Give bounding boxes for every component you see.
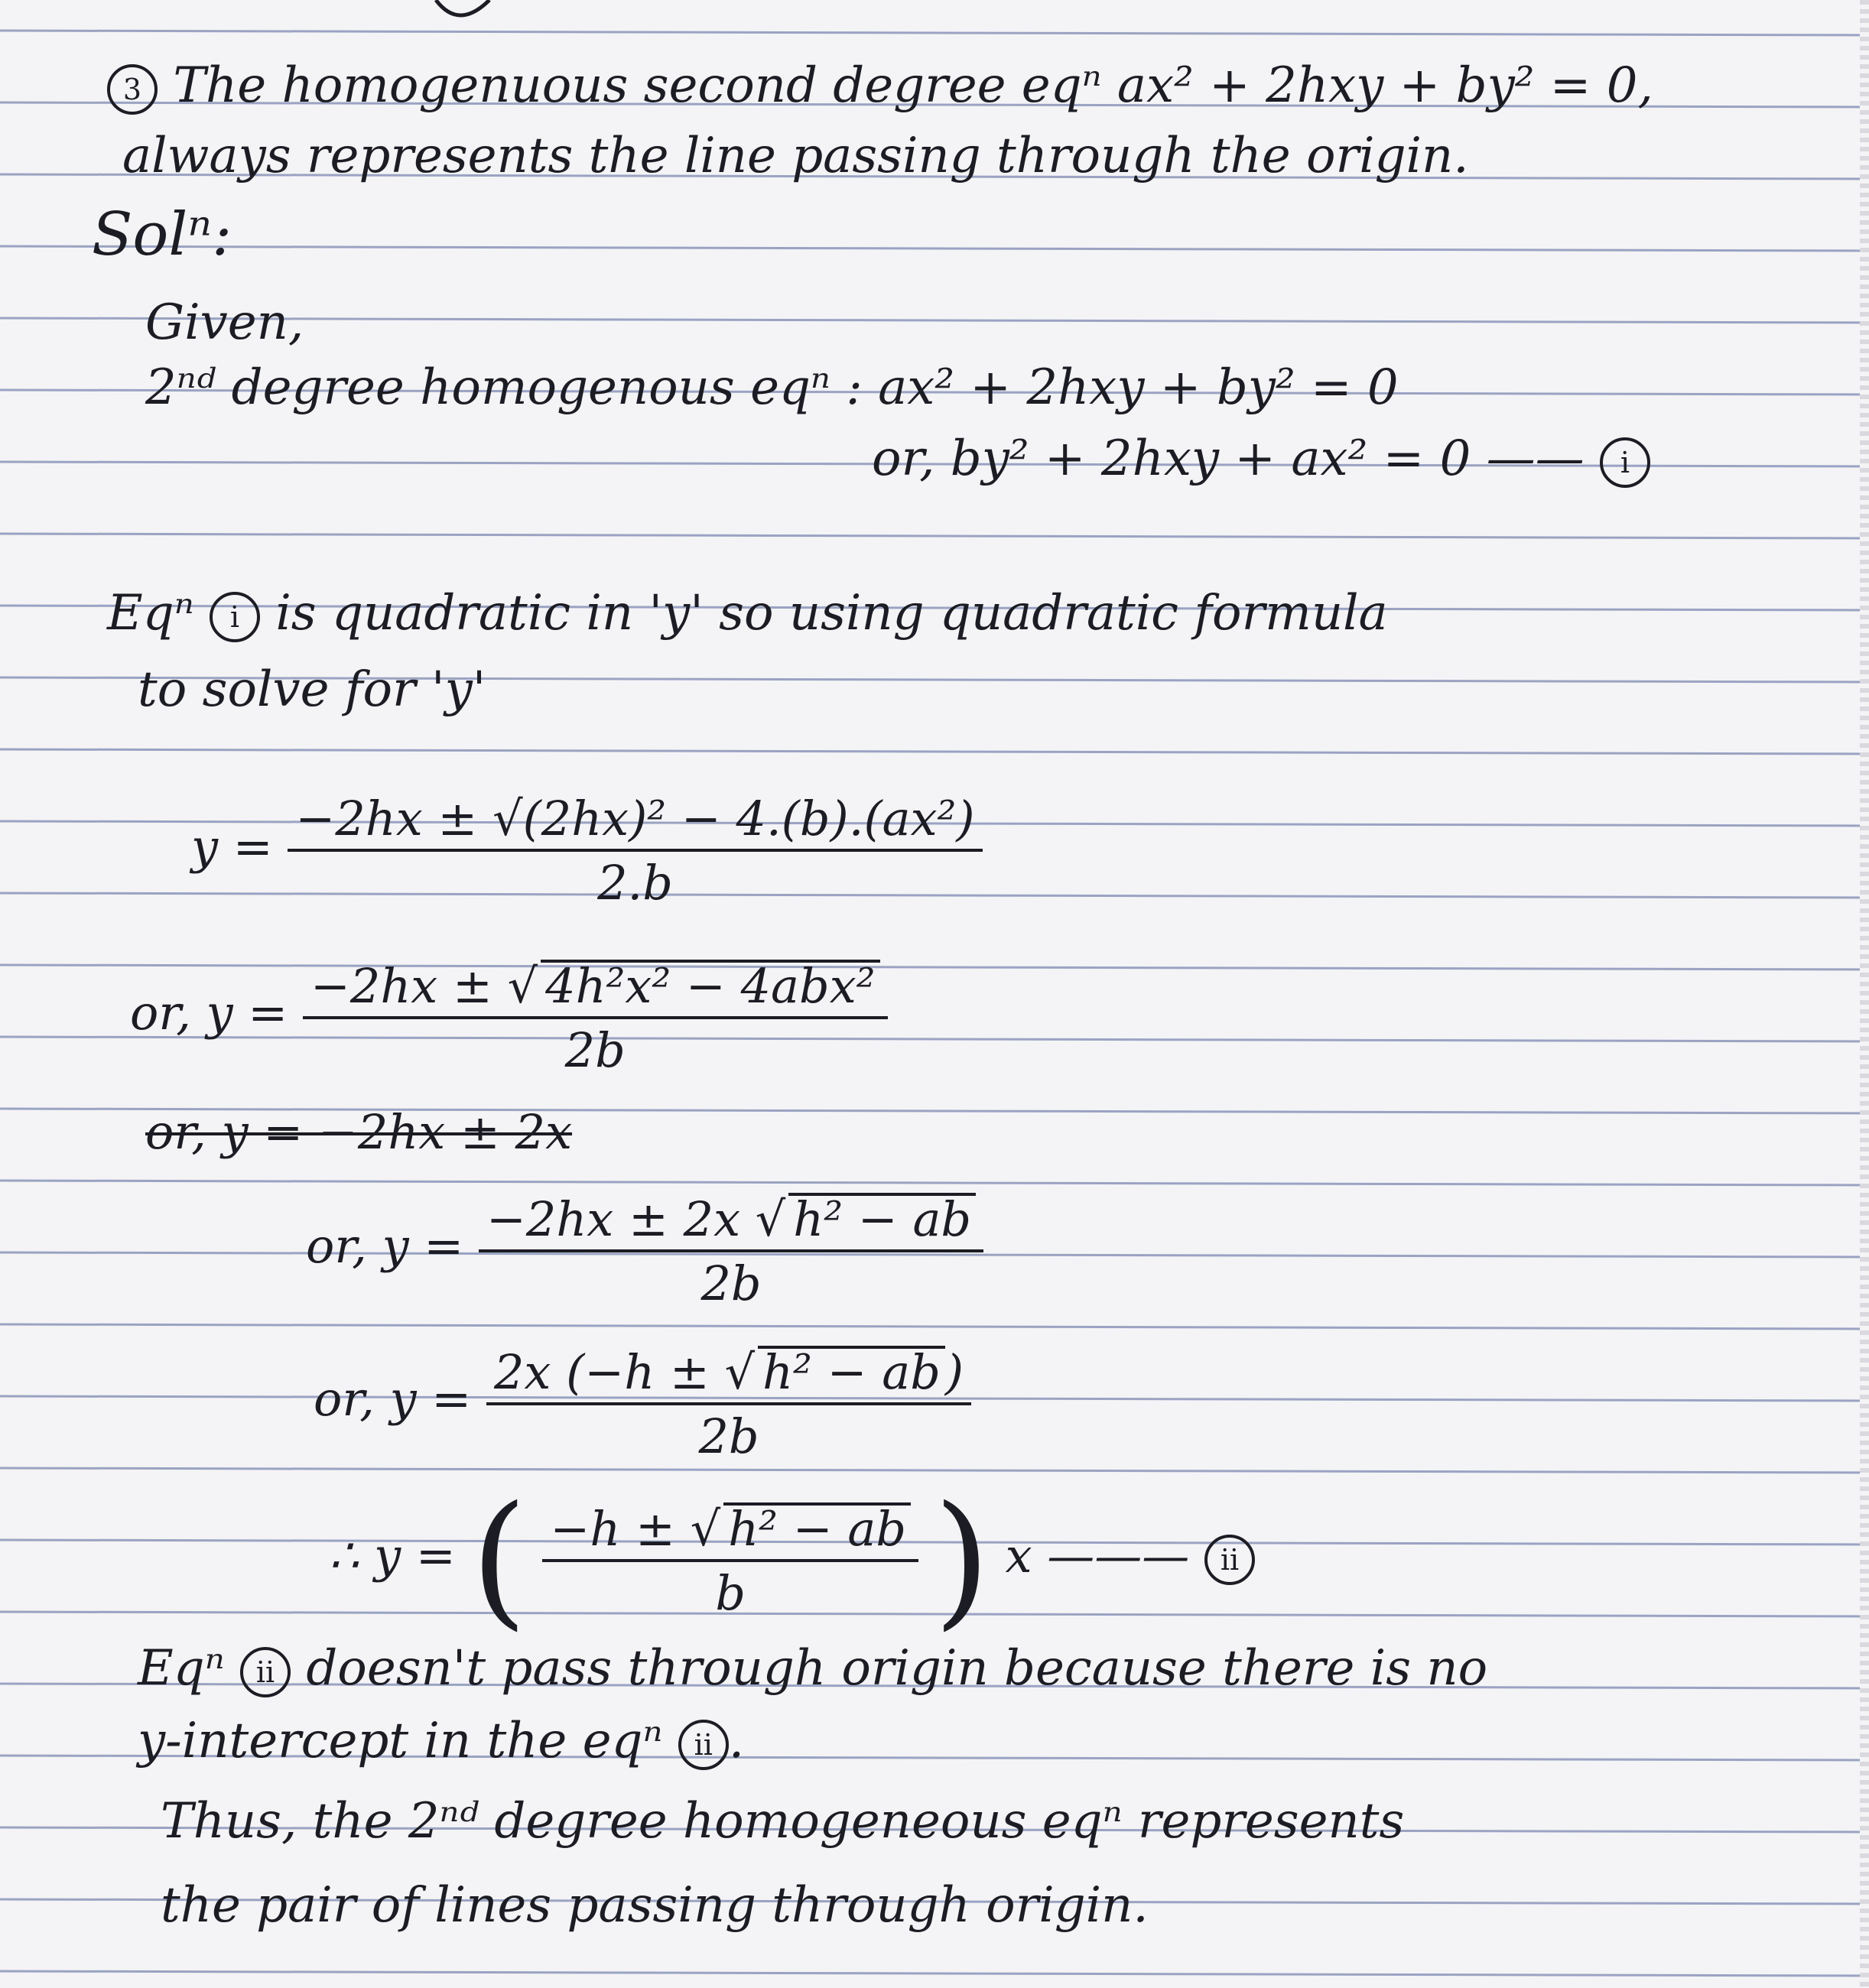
step-3-struck: or, y = −2hx ± 2x [145,1104,573,1160]
step-2-num-part: −2hx ± [310,958,492,1014]
step-1-denominator: 2.b [597,855,673,911]
step-1-fraction [288,791,982,911]
step-4-denominator: 2b [700,1255,762,1311]
step-5-lhs: or, y = [314,1371,472,1428]
step-4 [306,1191,983,1311]
ruled-line [0,1181,1869,1185]
conclusion-tag-ii-2: ii [678,1720,729,1770]
note-prefix: Eqⁿ [107,585,194,642]
step-6-radicand: h² − ab [723,1502,911,1553]
step-6-x: x [1005,1528,1032,1584]
step-5 [314,1344,971,1464]
rearranged-equation [872,430,1650,488]
problem-statement-1: The homogenuous second degree eqⁿ ax² + 2hxy + by² = 0, [173,57,1653,114]
step-6-result [329,1475,1255,1644]
ruled-line [0,31,1869,35]
equation-tag-ii: ii [1204,1535,1255,1585]
step-4-fraction [479,1191,983,1311]
quadratic-note-2: to solve for 'y' [138,661,486,718]
problem-statement-2: always represents the line passing through the origin. [122,128,1469,184]
conclusion-tag-ii: ii [240,1647,291,1697]
right-paren: ) [933,1475,990,1644]
quadratic-note-1 [107,585,1388,642]
step-4-numerator: −2hx ± 2x √ h² − ab [479,1193,983,1252]
conclusion-line-2 [138,1713,745,1770]
given-label: Given, [145,294,304,351]
step-4-radicand: h² − ab [788,1193,976,1243]
conclusion-text-1: doesn't pass through origin because there is no [306,1640,1488,1697]
solution-heading: Solⁿ: [92,200,232,269]
step-2-denominator: 2b [564,1022,626,1078]
conclusion-prefix: Eqⁿ [138,1640,225,1697]
note-tag-i: i [210,592,260,642]
step-2-lhs: or, y = [130,985,288,1041]
step-5-fraction [486,1344,971,1464]
perforated-edge [1860,0,1869,1988]
ruled-line [0,749,1869,754]
step-5-num-part-a: 2x (−h ± [493,1344,710,1400]
conclusion-line-1 [138,1640,1488,1697]
ruled-line [0,1324,1869,1329]
step-6-lhs: ∴ y = [329,1528,456,1584]
problem-number-circle: 3 [107,64,158,115]
given-equation: 2ⁿᵈ degree homogenous eqⁿ : ax² + 2hxy + by² = 0 [145,359,1399,416]
step-6-fraction [542,1501,918,1621]
step-6-dash: ——— [1047,1528,1190,1584]
ruled-line [0,1468,1869,1473]
ruled-line [0,534,1869,538]
step-6-num-part: −h ± [550,1501,675,1557]
step-1 [191,791,983,911]
step-5-num-part-b: ) [944,1344,964,1400]
step-4-lhs: or, y = [306,1218,464,1275]
step-2-numerator: −2hx ± √ 4h²x² − 4abx² [303,960,888,1019]
equation-tag-i: i [1600,437,1650,488]
left-paren: ( [470,1475,528,1644]
step-5-radicand: h² − ab [758,1346,945,1396]
step-6-denominator: b [715,1565,746,1621]
step-1-numerator: −2hx ± √(2hx)² − 4.(b).(ax²) [288,795,982,852]
step-6-numerator: −h ± √ h² − ab [542,1502,918,1562]
conclusion-line-4: the pair of lines passing through origin. [161,1877,1149,1934]
ruled-line [0,246,1869,251]
note-text: is quadratic in 'y' so using quadratic formula [275,585,1388,642]
problem-line-1 [107,57,1653,115]
dash: —— [1486,430,1585,487]
step-2-fraction [303,958,888,1078]
step-1-lhs: y = [191,819,273,875]
period: . [728,1713,745,1769]
step-2-radicand: 4h²x² − 4abx² [541,960,879,1010]
rearranged-equation-text: or, by² + 2hxy + ax² = 0 [872,430,1471,487]
step-2 [130,958,888,1078]
ruled-line [0,1971,1869,1976]
conclusion-line-3: Thus, the 2ⁿᵈ degree homogeneous eqⁿ represents [161,1793,1405,1850]
step-5-denominator: 2b [698,1408,759,1464]
step-4-num-part: −2hx ± 2x [486,1191,741,1247]
conclusion-text-2: y-intercept in the eqⁿ [138,1713,663,1769]
step-5-numerator: 2x (−h ± √ h² − ab) [486,1346,971,1405]
